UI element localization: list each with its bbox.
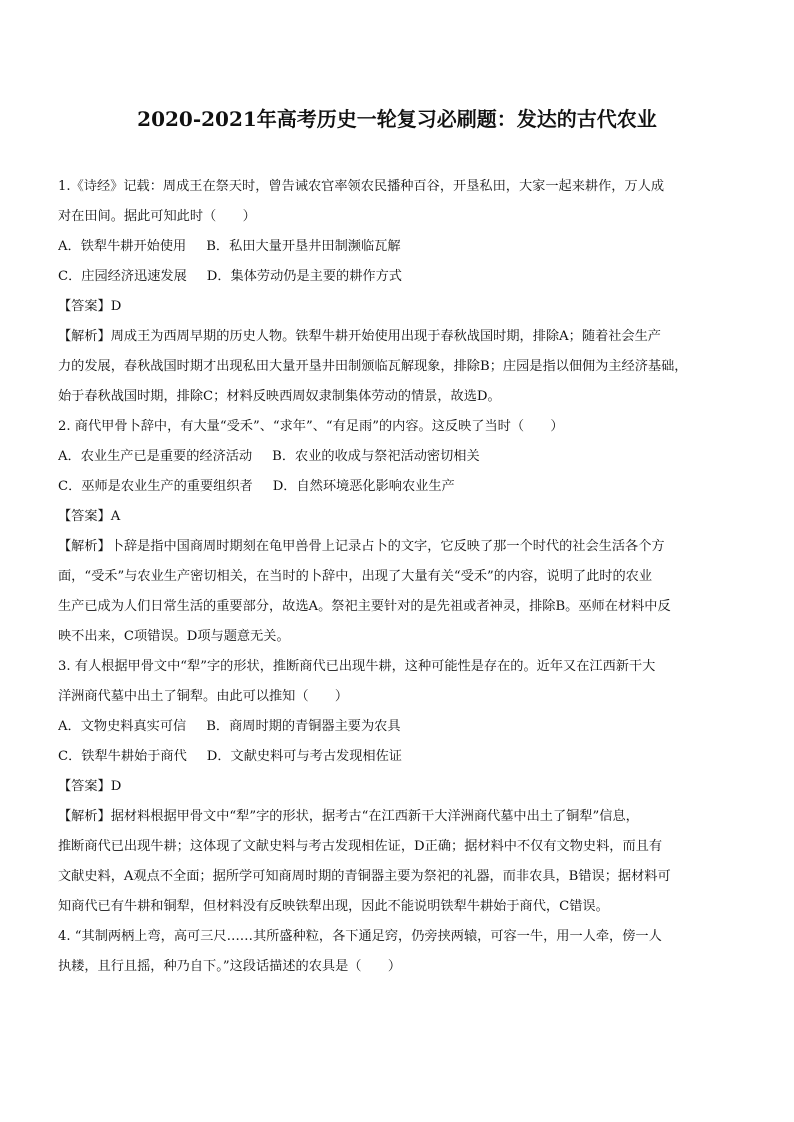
- question-1-stem-line-2: 对在田间。据此可知此时（ ）: [58, 209, 256, 224]
- question-1-option-c: C．庄园经济迅速发展: [58, 269, 187, 284]
- question-list: [58, 172, 742, 982]
- question-1-stem-line-1: 1.《诗经》记载：周成王在祭天时，曾告诫农官率领农民播种百谷，开垦私田，大家一起来耕作，万人成: [58, 179, 665, 194]
- question-3-analysis-line-4: 知商代已有牛耕和铜犁，但材料没有反映铁犁出现，因此不能说明铁犁牛耕始于商代，C错误。: [58, 899, 609, 914]
- question-1-option-d: D．集体劳动仍是主要的耕作方式: [206, 269, 402, 284]
- question-3-stem-line-1: 3. 有人根据甲骨文中“犁”字的形状，推断商代已出现牛耕，这种可能性是存在的。近年又在江西新干大: [58, 659, 656, 674]
- question-1-option-b: B．私田大量开垦井田制濒临瓦解: [206, 239, 401, 254]
- question-3-option-c: C．铁犁牛耕始于商代: [58, 749, 187, 764]
- question-1-analysis-line-1: 【解析】周成王为西周早期的历史人物。铁犁牛耕开始使用出现于春秋战国时期，排除A；随着社会生产: [58, 329, 661, 344]
- question-2-option-d: D．自然环境恶化影响农业生产: [272, 479, 455, 494]
- question-3-analysis-line-2: 推断商代已出现牛耕；这体现了文献史料与考古发现相佐证，D正确；据材料中不仅有文物史料，而且有: [58, 839, 663, 854]
- question-3-answer: 【答案】D: [58, 779, 122, 794]
- question-4-stem-line-2: 执耧，且行且摇，种乃自下。”这段话描述的农具是（ ）: [58, 959, 402, 974]
- question-4-stem-line-1: 4. “其制两柄上弯，高可三尺……其所盛种粒，各下通足窍，仍旁挟两辕，可容一牛，用一人牵，傍一人: [58, 929, 662, 944]
- question-3-option-a: A．文物史料真实可信: [58, 719, 187, 734]
- question-2-analysis-line-2: 面，“受禾”与农业生产密切相关，在当时的卜辞中，出现了大量有关“受禾”的内容，说明了此时的农业: [58, 569, 653, 584]
- question-3-options-row-2: [58, 742, 742, 772]
- question-2-option-a: A．农业生产已是重要的经济活动: [58, 449, 253, 464]
- question-3-option-d: D．文献史料可与考古发现相佐证: [206, 749, 402, 764]
- question-2-option-c: C．巫师是农业生产的重要组织者: [58, 479, 253, 494]
- question-2-analysis-line-4: 映不出来，C项错误。D项与题意无关。: [58, 629, 290, 644]
- question-2-analysis-line-3: 生产已成为人们日常生活的重要部分，故选A。祭祀主要针对的是先祖或者神灵，排除B。巫师在材料中反: [58, 599, 671, 614]
- question-1-analysis-line-3: 始于春秋战国时期，排除C；材料反映西周奴隶制集体劳动的情景，故选D。: [58, 389, 501, 404]
- question-3-analysis-line-1: 【解析】据材料根据甲骨文中“犁”字的形状，据考古“在江西新干大洋洲商代墓中出土了铜犁”信息，: [58, 809, 639, 824]
- question-1-answer: 【答案】D: [58, 299, 122, 314]
- question-3-option-b: B．商周时期的青铜器主要为农具: [206, 719, 401, 734]
- question-2-stem-line-1: 2. 商代甲骨卜辞中，有大量“受禾”、“求年”、“有足雨”的内容。这反映了当时（ ）: [58, 419, 564, 434]
- question-1-options-row-1: [58, 232, 742, 262]
- question-3-options-row-1: [58, 712, 742, 742]
- question-3-stem-line-2: 洋洲商代墓中出土了铜犁。由此可以推知（ ）: [58, 689, 349, 704]
- question-2-option-b: B．农业的收成与祭祀活动密切相关: [272, 449, 480, 464]
- question-2-options-row-1: [58, 442, 742, 472]
- question-2-options-row-2: [58, 472, 742, 502]
- question-2-analysis-line-1: 【解析】卜辞是指中国商周时期刻在龟甲兽骨上记录占卜的文字，它反映了那一个时代的社会生活各个方: [58, 539, 665, 554]
- question-1-options-row-2: [58, 262, 742, 292]
- page-title: 2020-2021年高考历史一轮复习必刷题：发达的古代农业: [137, 107, 657, 131]
- question-2-answer: 【答案】A: [58, 509, 121, 524]
- question-1-analysis-line-2: 力的发展，春秋战国时期才出现私田大量开垦井田制颁临瓦解现象，排除B；庄园是指以佃佣为主经济基础，: [58, 359, 688, 374]
- question-3-analysis-line-3: 文献史料，A观点不全面；据所学可知商周时期的青铜器主要为祭祀的礼器，而非农具，B错误；据材料可: [58, 869, 671, 884]
- question-1-option-a: A．铁犁牛耕开始使用: [58, 239, 187, 254]
